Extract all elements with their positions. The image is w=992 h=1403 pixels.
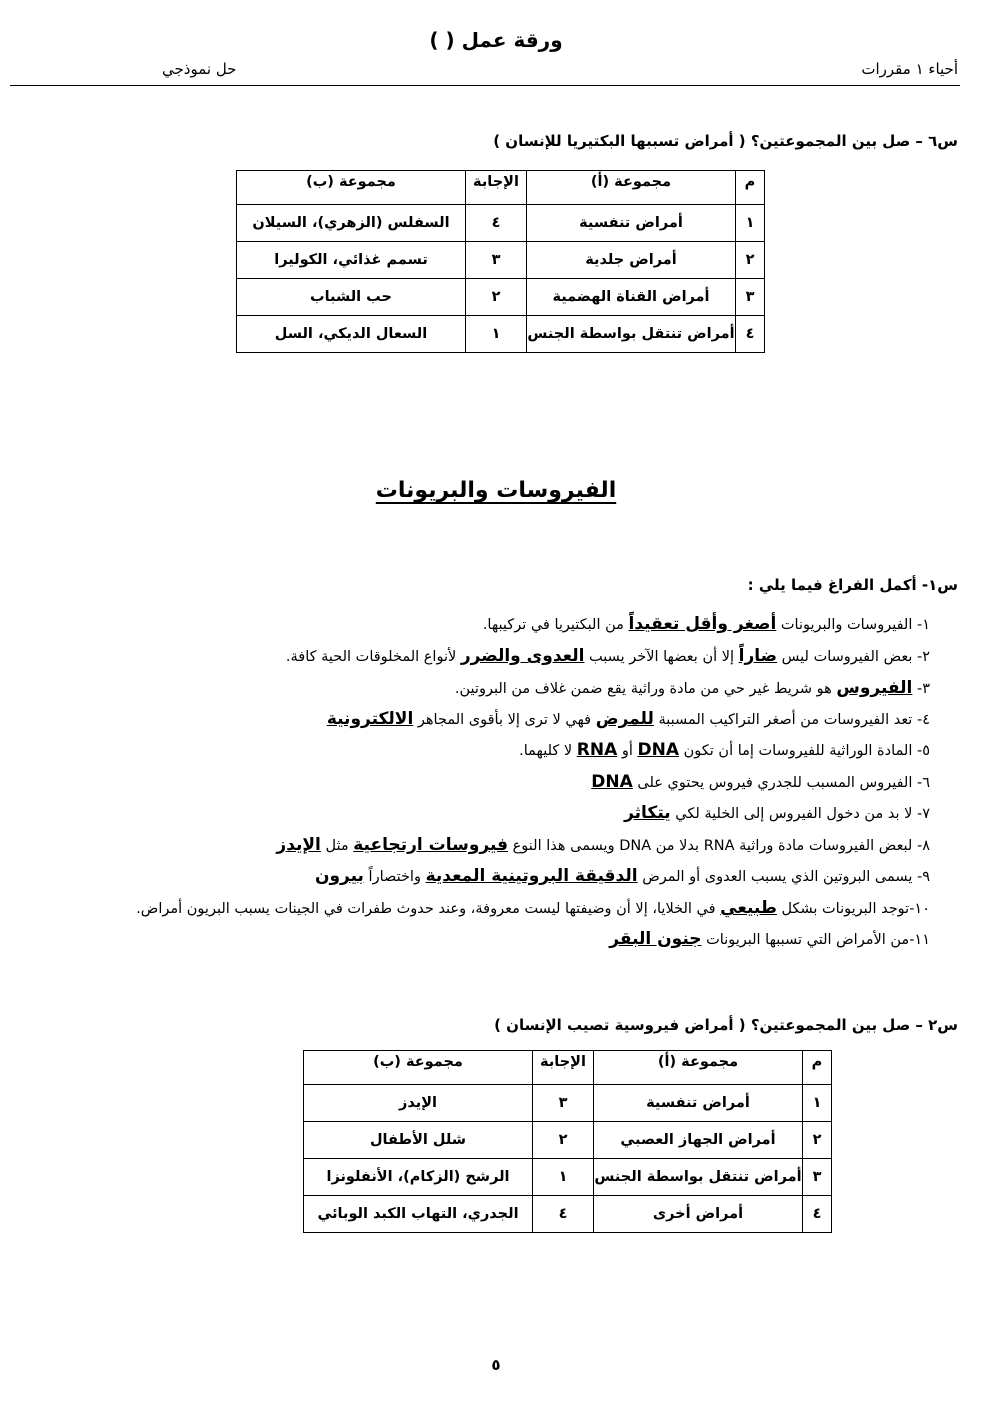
table-header-row xyxy=(304,1051,832,1085)
answer-cell: ٤ xyxy=(533,1196,594,1233)
item-number: ١١- xyxy=(909,932,930,948)
answer-text: جنون البقر xyxy=(609,929,702,949)
item-text: لا كليهما. xyxy=(519,743,577,759)
page-number: ٥ xyxy=(491,1356,501,1374)
header-divider xyxy=(10,85,960,86)
col-header-group-a: مجموعة (أ) xyxy=(527,171,736,205)
item-text: فهي لا ترى إلا بأقوى المجاهر xyxy=(413,712,596,728)
table-header-row xyxy=(237,171,765,205)
fill-item-2 xyxy=(286,646,930,666)
item-text: واختصاراً xyxy=(363,869,426,885)
table-row xyxy=(304,1085,832,1122)
item-number: ١٠- xyxy=(909,901,930,917)
answer-cell: ٣ xyxy=(466,242,527,279)
answer-text: الفيروس xyxy=(836,678,913,698)
q2-matching-table xyxy=(303,1050,832,1233)
worksheet-title: ورقة عمل ( ) xyxy=(429,28,563,52)
answer-text: DNA xyxy=(591,772,633,792)
answer-text: فيروسات ارتجاعية xyxy=(353,835,509,855)
answer-text: يتكاثر xyxy=(624,803,671,823)
item-text: مثل xyxy=(320,838,354,854)
group-b-cell: الإيدز xyxy=(304,1085,533,1122)
fill-item-9 xyxy=(315,866,930,886)
q6-matching-table xyxy=(236,170,765,353)
item-number: ٢- xyxy=(916,649,930,665)
fill-item-1 xyxy=(483,614,930,634)
group-b-cell: السفلس (الزهري)، السيلان xyxy=(237,205,466,242)
item-text: من البكتيريا في تركيبها. xyxy=(482,617,629,633)
item-text: المادة الوراثية للفيروسات إما أن تكون xyxy=(679,743,917,759)
answer-text: بيرون xyxy=(314,866,364,886)
item-text: لا بد من دخول الفيروس إلى الخلية لكي xyxy=(670,806,917,822)
group-a-cell: أمراض تنفسية xyxy=(594,1085,803,1122)
item-text: هو شريط غير حي من مادة وراثية يقع ضمن غلاف من البروتين. xyxy=(454,681,837,697)
item-text: في الخلايا، إلا أن وضيفتها ليست معروفة، وعند حدوث طفرات في الجينات يسبب البريون أمراض. xyxy=(136,901,721,917)
item-number: ٩- xyxy=(916,869,930,885)
group-a-cell: أمراض جلدية xyxy=(527,242,736,279)
group-a-cell: أمراض أخرى xyxy=(594,1196,803,1233)
col-header-group-b: مجموعة (ب) xyxy=(304,1051,533,1085)
q1-heading: س١- أكمل الفراغ فيما يلي : xyxy=(747,576,958,594)
answer-text: الإيدز xyxy=(276,835,321,855)
table-row xyxy=(304,1159,832,1196)
col-header-answer: الإجابة xyxy=(466,171,527,205)
table-row xyxy=(237,242,765,279)
item-number: ١- xyxy=(916,617,930,633)
table-row xyxy=(237,279,765,316)
item-text: توجد البريونات بشكل xyxy=(776,901,910,917)
row-num: ١ xyxy=(803,1085,832,1122)
group-b-cell: تسمم غذائي، الكوليرا xyxy=(237,242,466,279)
group-b-cell: شلل الأطفال xyxy=(304,1122,533,1159)
answer-text: العدوى والضرر xyxy=(460,646,585,666)
item-text: الفيروس المسبب للجدري فيروس يحتوي على xyxy=(632,775,917,791)
answer-text: للمرض xyxy=(595,709,654,729)
answer-text: أصغر وأقل تعقيداً xyxy=(628,614,777,634)
row-num: ٢ xyxy=(803,1122,832,1159)
item-text: أو xyxy=(617,743,638,759)
answer-text: الدقيقة البروتينية المعدية xyxy=(425,866,638,886)
fill-item-10 xyxy=(136,898,930,918)
fill-item-8 xyxy=(276,835,930,855)
table-row xyxy=(304,1196,832,1233)
answer-text: الالكترونية xyxy=(326,709,414,729)
col-header-answer: الإجابة xyxy=(533,1051,594,1085)
q6-heading: س٦ – صل بين المجموعتين؟ ( أمراض تسببها البكتيريا للإنسان ) xyxy=(493,132,958,150)
group-a-cell: أمراض تنفسية xyxy=(527,205,736,242)
item-text: يسمى البروتين الذي يسبب العدوى أو المرض xyxy=(637,869,917,885)
group-b-cell: السعال الديكي، السل xyxy=(237,316,466,353)
group-b-cell: الجدري، التهاب الكبد الوبائي xyxy=(304,1196,533,1233)
fill-item-4 xyxy=(327,709,930,729)
answer-cell: ١ xyxy=(466,316,527,353)
item-text: إلا أن بعضها الآخر يسبب xyxy=(584,649,739,665)
table-row xyxy=(237,205,765,242)
answer-cell: ٢ xyxy=(533,1122,594,1159)
answer-cell: ٣ xyxy=(533,1085,594,1122)
item-number: ٧- xyxy=(916,806,930,822)
col-header-num: م xyxy=(803,1051,832,1085)
row-num: ٣ xyxy=(736,279,765,316)
row-num: ٢ xyxy=(736,242,765,279)
answer-text: RNA xyxy=(576,740,618,760)
subject-label: أحياء ١ مقررات xyxy=(861,60,958,78)
col-header-group-a: مجموعة (أ) xyxy=(594,1051,803,1085)
section-title xyxy=(0,478,992,503)
table-row xyxy=(304,1122,832,1159)
item-text: تعد الفيروسات من أصغر التراكيب المسببة xyxy=(653,712,917,728)
answer-cell: ٤ xyxy=(466,205,527,242)
item-text: الفيروسات والبريونات xyxy=(776,617,917,633)
fill-item-11 xyxy=(609,929,930,949)
group-b-cell: حب الشباب xyxy=(237,279,466,316)
item-text: لبعض الفيروسات مادة وراثية RNA بدلا من DNA ويسمى هذا النوع xyxy=(508,838,917,854)
item-number: ٤- xyxy=(916,712,930,728)
row-num: ٤ xyxy=(803,1196,832,1233)
answer-cell: ٢ xyxy=(466,279,527,316)
group-a-cell: أمراض القناة الهضمية xyxy=(527,279,736,316)
answer-cell: ١ xyxy=(533,1159,594,1196)
answer-text: ضاراً xyxy=(738,646,778,666)
item-text: بعض الفيروسات ليس xyxy=(777,649,917,665)
item-number: ٣- xyxy=(916,681,930,697)
row-num: ١ xyxy=(736,205,765,242)
fill-item-5 xyxy=(519,740,930,760)
fill-item-6 xyxy=(591,772,930,792)
col-header-num: م xyxy=(736,171,765,205)
answer-text: DNA xyxy=(637,740,680,760)
table-row xyxy=(237,316,765,353)
item-number: ٦- xyxy=(916,775,930,791)
section-title-text: الفيروسات والبريونات xyxy=(375,478,617,503)
row-num: ٣ xyxy=(803,1159,832,1196)
answer-text: طبيعي xyxy=(720,898,777,918)
group-b-cell: الرشح (الزكام)، الأنفلونزا xyxy=(304,1159,533,1196)
item-text: من الأمراض التي تسببها البريونات xyxy=(701,932,910,948)
fill-item-3 xyxy=(455,678,930,698)
group-a-cell: أمراض الجهاز العصبي xyxy=(594,1122,803,1159)
item-number: ٨- xyxy=(916,838,930,854)
model-solution-label: حل نموذجي xyxy=(162,60,237,78)
fill-item-7 xyxy=(624,803,930,823)
col-header-group-b: مجموعة (ب) xyxy=(237,171,466,205)
group-a-cell: أمراض تنتقل بواسطة الجنس xyxy=(527,316,736,353)
q2-heading: س٢ – صل بين المجموعتين؟ ( أمراض فيروسية تصيب الإنسان ) xyxy=(494,1016,958,1034)
group-a-cell: أمراض تنتقل بواسطة الجنس xyxy=(594,1159,803,1196)
item-text: لأنواع المخلوقات الحية كافة. xyxy=(285,649,461,665)
row-num: ٤ xyxy=(736,316,765,353)
item-number: ٥- xyxy=(916,743,930,759)
